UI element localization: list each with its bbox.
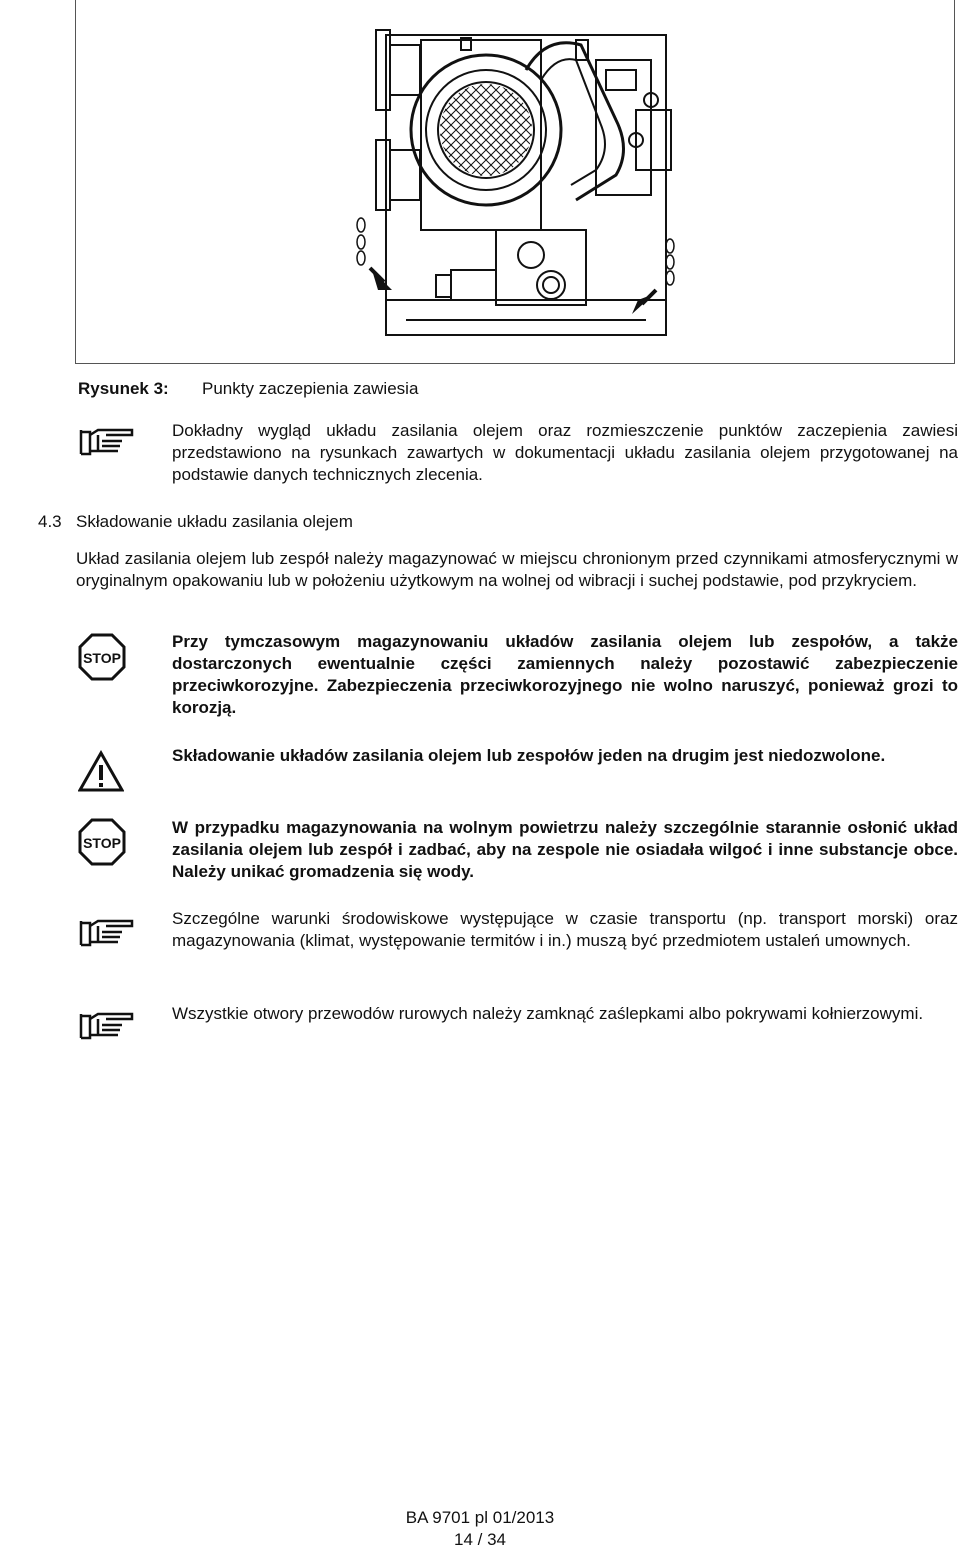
footer-page-number: 14 / 34 xyxy=(454,1530,506,1549)
pointing-hand-icon xyxy=(78,918,134,953)
stop-note-1: Przy tymczasowym magazynowaniu układów zasilania olejem lub zespołów, a także dostarczonych ewentualnie części zamiennych należy pozostawić zabezpieczenie przeciwkorozyjne. Zabezpieczenia przeciwkorozyjnego nie wolno naruszyć, ponieważ grozi to korozją. xyxy=(172,632,958,717)
section-intro: Układ zasilania olejem lub zespół należy magazynować w miejscu chronionym przed czynnikami atmosferycznymi w oryginalnym opakowaniu lub w położeniu użytkowym na wolnej od wibracji i suchej podstawie, pod przykryciem. xyxy=(76,549,958,590)
warning-triangle-icon xyxy=(78,750,124,797)
hand-note-2: Wszystkie otwory przewodów rurowych należy zamknąć zaślepkami albo pokrywami kołnierzowymi. xyxy=(172,1004,924,1023)
stop-note-2: W przypadku magazynowania na wolnym powietrzu należy szczególnie starannie osłonić układ zasilania olejem lub zespół i zadbać, aby na zespole nie osiadała wilgoć i inne substancje obce. Należy unikać gromadzenia się wody. xyxy=(172,818,958,881)
figure-caption-label: Rysunek 3: xyxy=(78,379,169,398)
figure-caption-text: Punkty zaczepienia zawiesia xyxy=(202,379,419,398)
stop-sign-icon xyxy=(78,818,126,871)
stop-sign-label: STOP xyxy=(83,650,121,666)
pointing-hand-icon xyxy=(78,427,134,462)
section-heading xyxy=(38,512,353,532)
figure-caption xyxy=(78,379,418,399)
figure-frame xyxy=(75,0,955,364)
pointing-hand-icon xyxy=(78,1011,134,1046)
footer-doc-id: BA 9701 pl 01/2013 xyxy=(405,1508,555,1527)
section-title: Składowanie układu zasilania olejem xyxy=(76,512,353,531)
stop-sign-icon xyxy=(78,633,126,686)
stop-sign-label: STOP xyxy=(83,835,121,851)
oil-supply-unit-drawing xyxy=(76,0,956,364)
warning-note: Składowanie układów zasilania olejem lub zespołów jeden na drugim jest niedozwolone. xyxy=(172,746,886,765)
section-number: 4.3 xyxy=(38,512,62,531)
hand-note-1: Szczególne warunki środowiskowe występujące w czasie transportu (np. transport morski) oraz magazynowania (klimat, występowanie termitów i in.) muszą być przedmiotem ustaleń umownych. xyxy=(172,909,958,950)
figure-note: Dokładny wygląd układu zasilania olejem oraz rozmieszczenie punktów zaczepienia zawiesi przedstawiono na rysunkach zawartych w dokumentacji układu zasilania olejem przygotowanej na podstawie danych technicznych zlecenia. xyxy=(172,421,958,484)
